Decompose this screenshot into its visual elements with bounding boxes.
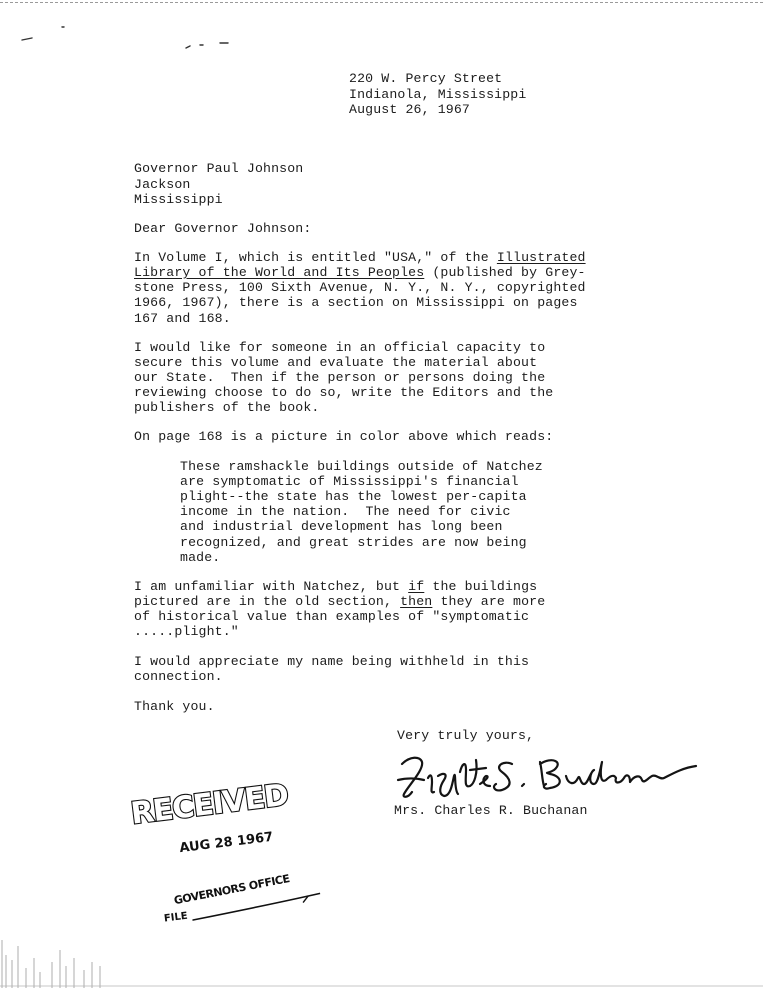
page-top-border: [0, 2, 763, 3]
paragraph-line: our State. Then if the person or persons doing the: [134, 370, 546, 385]
quote-line: made.: [180, 550, 221, 565]
paragraph-line: stone Press, 100 Sixth Avenue, N. Y., N. Y., copyrighted: [134, 280, 586, 295]
signer-name: Mrs. Charles R. Buchanan: [394, 803, 588, 818]
text-run: I am unfamiliar with Natchez, but: [134, 579, 409, 594]
paragraph-line: [134, 594, 545, 609]
paragraph-line: [134, 250, 586, 265]
received-stamp: [120, 766, 337, 939]
text-run: pictured are in the old section,: [134, 594, 401, 609]
book-title-underlined: Illustrated: [496, 250, 586, 265]
quote-line: and industrial development has long been: [180, 519, 503, 534]
text-run: (published by Grey-: [424, 265, 586, 280]
handwritten-signature: [394, 750, 700, 800]
paragraph-line: .....plight.": [134, 624, 239, 639]
paragraph-line: [134, 265, 586, 280]
paragraph-line: reviewing choose to do so, write the Editors and the: [134, 385, 554, 400]
text-run: the buildings: [424, 579, 538, 594]
text-run: In Volume I, which is entitled "USA," of the: [134, 250, 497, 265]
complimentary-close: Very truly yours,: [397, 728, 535, 743]
paragraph-line: of historical value than examples of "symptomatic: [134, 609, 530, 624]
emphasis-underlined: then: [400, 594, 433, 609]
letter-date: August 26, 1967: [349, 102, 470, 117]
thank-you-line: Thank you.: [134, 699, 215, 714]
recipient-line: Jackson: [134, 177, 191, 192]
text-run: they are more: [432, 594, 546, 609]
salutation: Dear Governor Johnson:: [134, 221, 312, 236]
quote-line: plight--the state has the lowest per-capita: [180, 489, 527, 504]
paragraph-line: [134, 579, 537, 594]
paragraph-line: 1966, 1967), there is a section on Mississippi on pages: [134, 295, 578, 310]
paragraph-line: secure this volume and evaluate the material about: [134, 355, 538, 370]
stamp-date: AUG 28 1967: [178, 829, 275, 857]
paragraph-line: connection.: [134, 669, 223, 684]
quote-line: are symptomatic of Mississippi's financial: [180, 474, 519, 489]
paragraph-3: On page 168 is a picture in color above which reads:: [134, 429, 554, 444]
stamp-file-label: FILE: [163, 910, 189, 925]
emphasis-underlined: if: [408, 579, 425, 594]
recipient-line: Governor Paul Johnson: [134, 161, 304, 176]
stamp-office: GOVERNORS OFFICE: [172, 872, 291, 908]
book-title-underlined: Library of the World and Its Peoples: [134, 265, 425, 280]
quote-line: income in the nation. The need for civic: [180, 504, 511, 519]
paragraph-line: I would appreciate my name being withheld in this: [134, 654, 530, 669]
address-line: 220 W. Percy Street: [349, 71, 503, 86]
quote-line: These ramshackle buildings outside of Natchez: [180, 459, 543, 474]
paragraph-line: 167 and 168.: [134, 311, 231, 326]
paragraph-line: I would like for someone in an official capacity to: [134, 340, 546, 355]
quote-line: recognized, and great strides are now being: [180, 535, 527, 550]
address-line: Indianola, Mississippi: [349, 87, 527, 102]
stamp-heading: RECEIVED: [128, 777, 290, 832]
paragraph-line: publishers of the book.: [134, 400, 320, 415]
recipient-line: Mississippi: [134, 192, 223, 207]
